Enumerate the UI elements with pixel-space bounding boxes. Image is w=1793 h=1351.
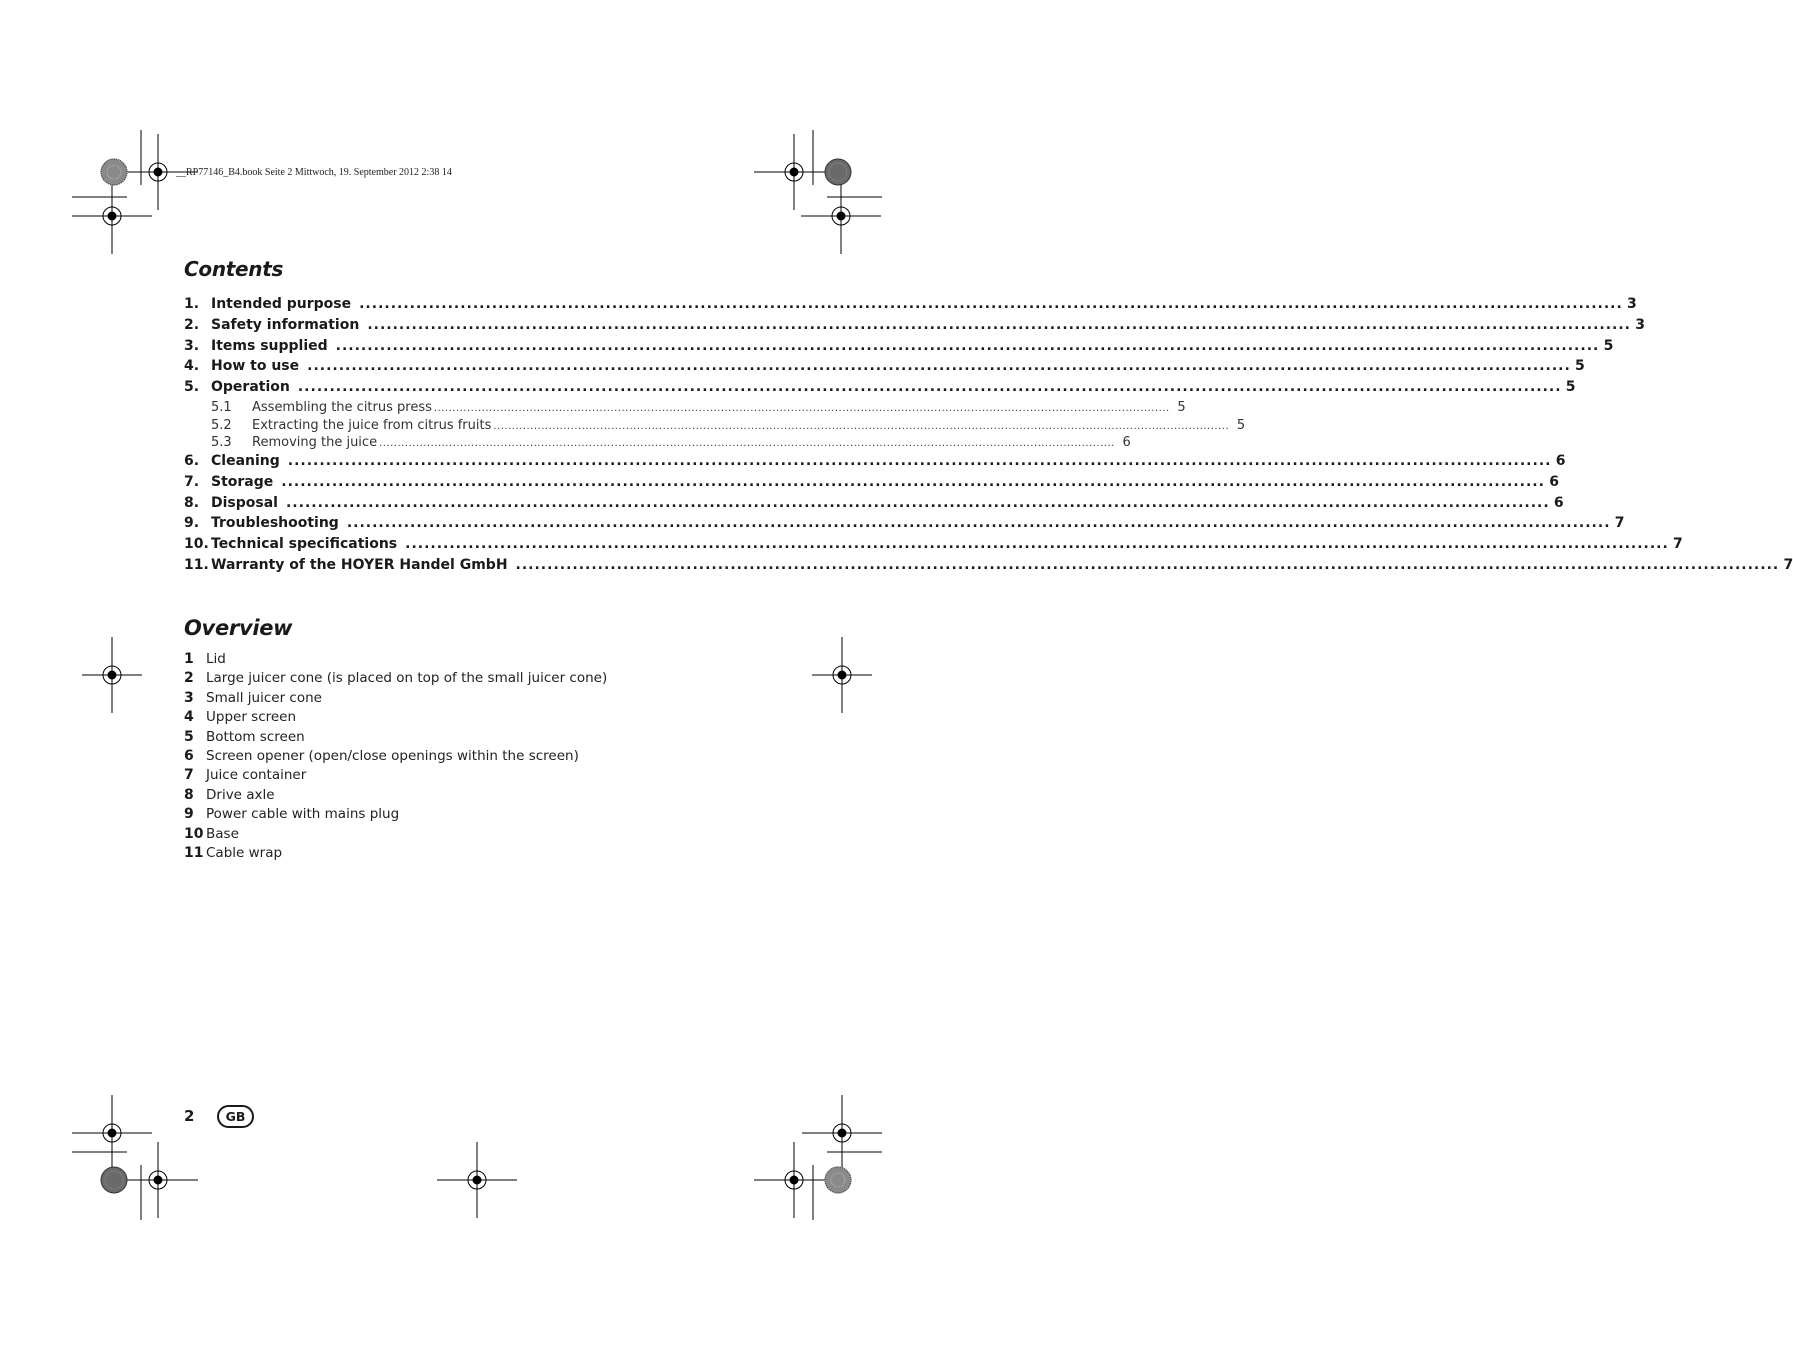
overview-item-number: 9 — [184, 806, 194, 823]
overview-item-label: Juice container — [206, 767, 307, 784]
toc-entry[interactable] — [184, 515, 1625, 536]
toc-entry[interactable] — [184, 435, 1131, 453]
toc-leader-dots: ........................................................................................................................................................................................................ — [359, 296, 1623, 312]
overview-heading: Overview — [184, 616, 293, 640]
page-number: 2 — [184, 1107, 195, 1125]
overview-item — [184, 806, 607, 825]
overview-item-label: Drive axle — [206, 786, 275, 803]
overview-item-label: Upper screen — [206, 709, 297, 726]
toc-leader-dots: ........................................................................................................................................................................................................ — [297, 379, 1562, 396]
toc-entry[interactable] — [184, 417, 1246, 436]
toc-leader-dots: ........................................................................................................................................................................................................ — [515, 557, 1780, 574]
overview-item — [184, 709, 607, 728]
overview-item-label: Power cable with mains plug — [206, 806, 400, 823]
toc-entry[interactable] — [184, 473, 1559, 495]
toc-leader-dots: ........................................................................................................................................................................................................ — [281, 473, 1545, 490]
toc-entry-page: 5 — [1603, 337, 1614, 354]
overview-item-label: Cable wrap — [206, 844, 283, 861]
overview-item — [184, 729, 607, 748]
toc-leader-dots: ........................................................................................................................................................................................................ — [307, 358, 1571, 375]
overview-item-number: 5 — [184, 728, 194, 745]
toc-entry[interactable] — [184, 557, 1793, 578]
toc-entry-number: 5. — [184, 379, 200, 396]
overview-item-number: 4 — [184, 709, 194, 726]
overview-item — [184, 826, 607, 845]
language-badge: GB — [217, 1105, 254, 1128]
table-of-contents — [184, 296, 1793, 578]
toc-entry-page: 6 — [1122, 435, 1131, 451]
toc-entry[interactable] — [184, 337, 1614, 359]
overview-item-number: 11 — [184, 844, 204, 861]
overview-item-number: 3 — [184, 689, 194, 706]
toc-leader-dots: ........................................................................................................................................................................................................ — [346, 515, 1611, 532]
toc-entry-number: 7. — [184, 473, 200, 490]
toc-entry-page: 7 — [1614, 515, 1625, 532]
overview-item-label: Lid — [206, 651, 226, 667]
overview-item-number: 1 — [184, 651, 194, 667]
toc-entry[interactable] — [184, 358, 1585, 379]
toc-entry-number: 9. — [184, 515, 200, 532]
overview-parts-list — [184, 651, 607, 864]
toc-entry-number: 4. — [184, 358, 200, 375]
overview-item — [184, 845, 607, 864]
toc-entry-page: 3 — [1627, 296, 1637, 312]
toc-entry[interactable] — [184, 494, 1564, 516]
toc-entry-label: How to use — [211, 358, 300, 375]
print-slug-header: __RP77146_B4.book Seite 2 Mittwoch, 19. September 2012 2:38 14 — [176, 167, 452, 178]
overview-item — [184, 651, 607, 670]
overview-item-label: Large juicer cone (is placed on top of the small juicer cone) — [206, 670, 608, 687]
toc-entry-page: 5 — [1565, 379, 1576, 396]
overview-item — [184, 767, 607, 786]
toc-entry-label: Extracting the juice from citrus fruits — [252, 417, 492, 433]
toc-leader-dots: ........................................................................................................................................................................................................ — [287, 453, 1552, 470]
overview-item-number: 2 — [184, 670, 194, 687]
toc-entry[interactable] — [184, 536, 1683, 557]
toc-entry-label: Assembling the citrus press — [252, 399, 432, 415]
toc-entry[interactable] — [184, 296, 1637, 317]
toc-entry-label: Troubleshooting — [211, 515, 339, 532]
overview-item-number: 7 — [184, 767, 194, 784]
overview-item-number: 6 — [184, 747, 194, 764]
toc-entry-number: 6. — [184, 453, 200, 470]
toc-entry-number: 11. — [184, 557, 209, 574]
toc-entry-page: 5 — [1575, 358, 1585, 375]
overview-item — [184, 787, 607, 806]
overview-item — [184, 748, 607, 767]
overview-item — [184, 690, 607, 709]
toc-leader-dots: ........................................................................................................................................................................................................ — [335, 337, 1600, 354]
toc-leader-dots: ........................................................................................................................................................................................................ — [379, 438, 1115, 450]
toc-entry-page: 6 — [1553, 494, 1564, 511]
toc-entry-label: Operation — [211, 379, 290, 396]
toc-entry-label: Disposal — [211, 494, 278, 511]
toc-entry-number: 10. — [184, 536, 209, 553]
toc-leader-dots: ........................................................................................................................................................................................................ — [433, 402, 1170, 414]
toc-leader-dots: ........................................................................................................................................................................................................ — [405, 536, 1669, 553]
toc-entry-label: Cleaning — [211, 453, 280, 470]
toc-entry-label: Technical specifications — [211, 536, 398, 553]
toc-entry-number: 5.3 — [211, 435, 232, 451]
toc-entry-page: 7 — [1783, 557, 1793, 574]
overview-item-label: Base — [206, 825, 239, 842]
toc-entry[interactable] — [184, 399, 1186, 418]
toc-entry-label: Removing the juice — [252, 435, 378, 451]
toc-entry[interactable] — [184, 379, 1576, 400]
toc-entry-page: 5 — [1177, 399, 1186, 415]
toc-entry-label: Storage — [211, 473, 274, 490]
overview-item-number: 8 — [184, 786, 194, 803]
overview-item-label: Screen opener (open/close openings within the screen) — [206, 747, 579, 764]
toc-entry[interactable] — [184, 316, 1645, 338]
overview-item-label: Bottom screen — [206, 728, 305, 745]
toc-leader-dots: ........................................................................................................................................................................................................ — [285, 494, 1550, 511]
toc-entry-number: 3. — [184, 337, 200, 354]
toc-entry-page: 5 — [1236, 417, 1246, 433]
toc-entry-number: 5.1 — [211, 399, 232, 415]
toc-entry-number: 5.2 — [211, 417, 232, 433]
toc-entry-label: Safety information — [211, 316, 360, 333]
toc-entry-number: 2. — [184, 316, 200, 333]
toc-entry-page: 6 — [1555, 453, 1566, 470]
toc-leader-dots: ........................................................................................................................................................................................................ — [367, 316, 1631, 333]
toc-entry-page: 7 — [1673, 536, 1683, 553]
toc-entry-number: 1. — [184, 296, 200, 312]
toc-entry-number: 8. — [184, 494, 200, 511]
toc-entry-label: Intended purpose — [211, 296, 352, 312]
toc-leader-dots: ........................................................................................................................................................................................................ — [493, 420, 1230, 432]
toc-entry[interactable] — [184, 453, 1566, 474]
overview-item-number: 10 — [184, 825, 204, 842]
toc-entry-label: Items supplied — [211, 337, 328, 354]
toc-entry-label: Warranty of the HOYER Handel GmbH — [211, 557, 508, 574]
toc-entry-page: 3 — [1635, 316, 1645, 333]
toc-entry-page: 6 — [1549, 473, 1559, 490]
overview-item-label: Small juicer cone — [206, 689, 322, 706]
contents-heading: Contents — [184, 257, 284, 281]
overview-item — [184, 670, 607, 689]
